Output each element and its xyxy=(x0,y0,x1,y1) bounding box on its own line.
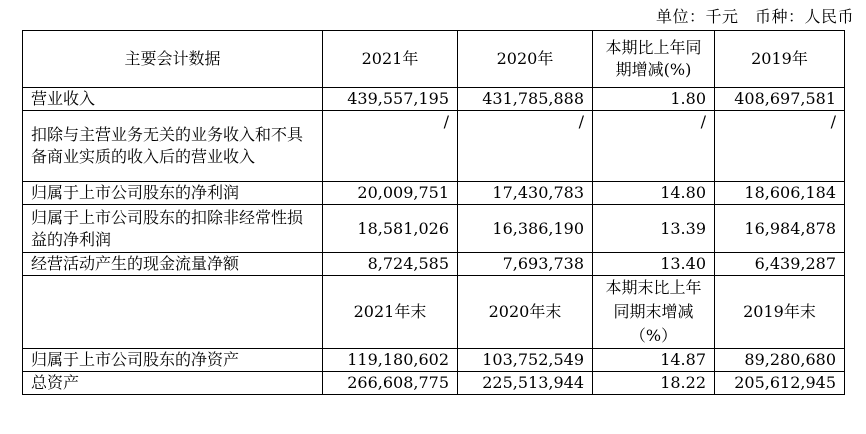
key-accounting-data-table xyxy=(22,30,845,395)
cell-2020: 17,430,783 xyxy=(458,182,593,205)
table-row xyxy=(23,111,845,182)
cell-2021: / xyxy=(323,111,458,182)
cell-2021: 266,608,775 xyxy=(323,372,458,395)
row-label: 归属于上市公司股东的扣除非经常性损益的净利润 xyxy=(23,205,323,253)
subheader-2021-end: 2021年末 xyxy=(323,276,458,349)
subheader-item xyxy=(23,276,323,349)
cell-2020: 7,693,738 xyxy=(458,253,593,276)
table-row xyxy=(23,372,845,395)
unit-currency-note: 单位：千元 币种：人民币 xyxy=(655,7,854,26)
row-label: 归属于上市公司股东的净利润 xyxy=(23,182,323,205)
cell-change: 1.80 xyxy=(593,88,715,111)
cell-2019: 16,984,878 xyxy=(715,205,845,253)
subheader-change: 本期末比上年同期末增减（%） xyxy=(593,276,715,349)
table-subheader-row xyxy=(23,276,845,349)
subheader-2019-end: 2019年末 xyxy=(715,276,845,349)
cell-change: 14.80 xyxy=(593,182,715,205)
row-label: 扣除与主营业务无关的业务收入和不具备商业实质的收入后的营业收入 xyxy=(23,111,323,182)
cell-2021: 20,009,751 xyxy=(323,182,458,205)
table-row xyxy=(23,205,845,253)
table-row xyxy=(23,253,845,276)
cell-2021: 18,581,026 xyxy=(323,205,458,253)
table-row xyxy=(23,88,845,111)
header-2021: 2021年 xyxy=(323,31,458,88)
header-change: 本期比上年同期增减(%) xyxy=(593,31,715,88)
cell-change: 13.39 xyxy=(593,205,715,253)
row-label: 营业收入 xyxy=(23,88,323,111)
row-label: 归属于上市公司股东的净资产 xyxy=(23,349,323,372)
cell-2021: 119,180,602 xyxy=(323,349,458,372)
cell-2019: 205,612,945 xyxy=(715,372,845,395)
table-row xyxy=(23,349,845,372)
cell-2019: / xyxy=(715,111,845,182)
cell-2020: 431,785,888 xyxy=(458,88,593,111)
row-label: 总资产 xyxy=(23,372,323,395)
cell-change: 18.22 xyxy=(593,372,715,395)
cell-2020: 103,752,549 xyxy=(458,349,593,372)
header-2019: 2019年 xyxy=(715,31,845,88)
header-item: 主要会计数据 xyxy=(23,31,323,88)
table-row xyxy=(23,182,845,205)
table-header-row xyxy=(23,31,845,88)
cell-2019: 18,606,184 xyxy=(715,182,845,205)
row-label: 经营活动产生的现金流量净额 xyxy=(23,253,323,276)
cell-change: / xyxy=(593,111,715,182)
subheader-2020-end: 2020年末 xyxy=(458,276,593,349)
cell-2020: 16,386,190 xyxy=(458,205,593,253)
cell-2021: 8,724,585 xyxy=(323,253,458,276)
cell-2019: 89,280,680 xyxy=(715,349,845,372)
cell-2020: 225,513,944 xyxy=(458,372,593,395)
cell-2019: 6,439,287 xyxy=(715,253,845,276)
cell-change: 14.87 xyxy=(593,349,715,372)
cell-2019: 408,697,581 xyxy=(715,88,845,111)
header-2020: 2020年 xyxy=(458,31,593,88)
cell-2020: / xyxy=(458,111,593,182)
cell-change: 13.40 xyxy=(593,253,715,276)
cell-2021: 439,557,195 xyxy=(323,88,458,111)
